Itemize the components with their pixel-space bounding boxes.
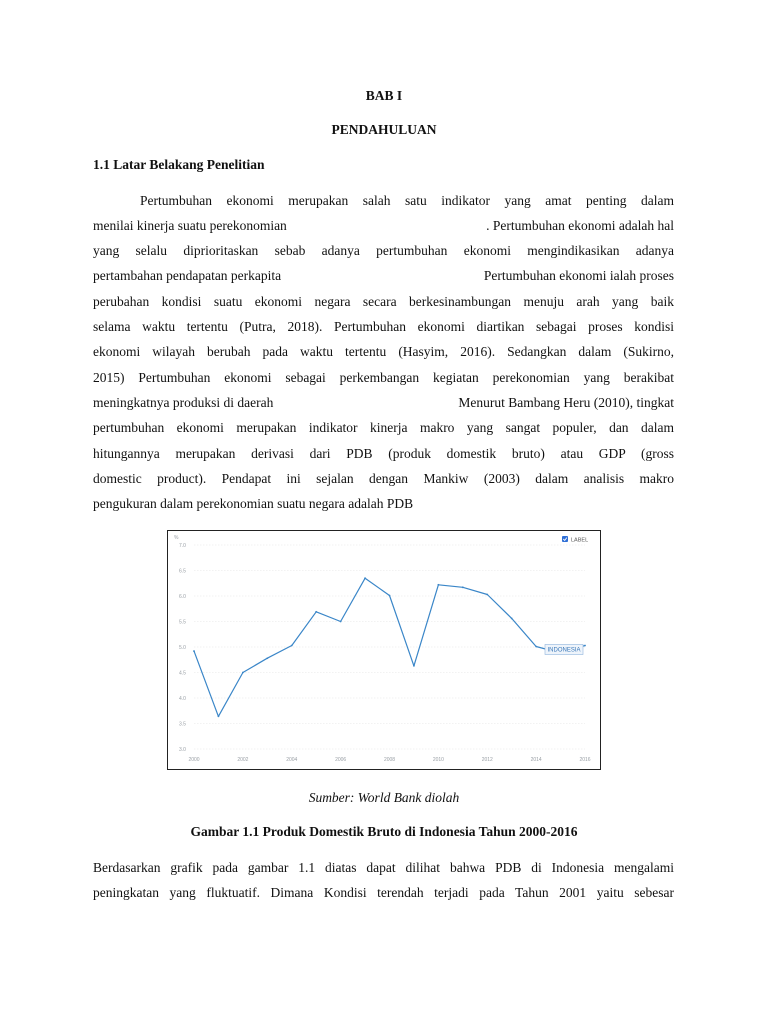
y-tick-label: 3.0 <box>179 747 186 753</box>
y-tick-label: 7.0 <box>179 543 186 549</box>
paragraph-line <box>93 395 674 411</box>
y-tick-label: 5.0 <box>179 645 186 651</box>
paragraph-segment: menilai kinerja suatu perekonomian <box>93 218 287 233</box>
x-tick-label: 2016 <box>579 757 591 763</box>
paragraph-segment: pertambahan pendapatan perkapita <box>93 268 282 283</box>
paragraph-line: hitungannya merupakan derivasi dari PDB (produk domestik bruto) atau GDP (gross <box>93 446 674 461</box>
paragraph-segment: meningkatnya produksi di daerah <box>93 395 274 410</box>
paragraph-segment: Pertumbuhan ekonomi ialah proses <box>483 268 674 283</box>
x-tick-label: 2006 <box>335 757 347 763</box>
y-axis-label: % <box>174 535 179 541</box>
data-point <box>218 715 220 717</box>
x-tick-label: 2004 <box>286 757 298 763</box>
y-tick-label: 6.5 <box>179 568 186 575</box>
x-tick-label: 2014 <box>530 757 542 763</box>
tooltip-label: INDONESIA <box>547 647 581 654</box>
x-tick-label: 2008 <box>383 757 396 763</box>
chapter-heading: BAB I <box>365 88 403 103</box>
paragraph-segment: Menurut Bambang Heru (2010), tingkat <box>458 395 674 410</box>
y-tick-label: 4.5 <box>179 670 186 677</box>
x-tick-label: 2010 <box>432 757 444 763</box>
data-point <box>535 646 537 648</box>
legend-label: LABEL <box>571 537 589 544</box>
figure-caption: Gambar 1.1 Produk Domestik Bruto di Indonesia Tahun 2000-2016 <box>190 824 578 839</box>
y-tick-label: 5.5 <box>179 619 186 626</box>
chapter-title: PENDAHULUAN <box>331 122 437 137</box>
legend-checkbox-icon <box>562 536 568 542</box>
x-tick-label: 2002 <box>237 757 249 763</box>
paragraph-segment: . Pertumbuhan ekonomi adalah hal <box>486 218 674 233</box>
data-point <box>364 577 366 579</box>
data-point <box>462 586 464 588</box>
data-point <box>242 672 244 674</box>
paragraph-line: pertumbuhan ekonomi merupakan indikator kinerja makro yang sangat populer, dan dalam <box>93 420 674 435</box>
data-point <box>266 657 268 659</box>
gdp-chart-svg <box>168 531 599 768</box>
paragraph-line: perubahan kondisi suatu ekonomi negara secara berkesinambungan menuju arah yang baik <box>93 294 674 309</box>
data-point <box>511 618 513 620</box>
paragraph-line: ekonomi wilayah berubah pada waktu tertentu (Hasyim, 2016). Sedangkan dalam (Sukirno, <box>93 344 674 359</box>
series-line-indonesia <box>194 578 585 716</box>
data-point <box>486 594 488 596</box>
gdp-chart <box>167 530 601 770</box>
data-point <box>413 665 415 667</box>
data-point <box>340 621 342 623</box>
x-tick-label: 2012 <box>481 757 493 763</box>
data-point <box>291 645 293 647</box>
paragraph-line <box>93 218 674 234</box>
paragraph-line: domestic product). Pendapat ini sejalan dengan Mankiw (2003) dalam analisis makro <box>93 471 674 486</box>
data-point <box>315 611 317 613</box>
paragraph-line: Berdasarkan grafik pada gambar 1.1 diatas dapat dilihat bahwa PDB di Indonesia mengalami <box>93 860 674 875</box>
data-point <box>437 584 439 586</box>
data-point <box>389 595 391 597</box>
paragraph-line: peningkatan yang fluktuatif. Dimana Kondisi terendah terjadi pada Tahun 2001 yaitu sebesar <box>93 885 674 900</box>
figure-source: Sumber: World Bank diolah <box>308 790 460 805</box>
y-tick-label: 4.0 <box>179 696 186 702</box>
paragraph-line: yang selalu diprioritaskan sebab adanya pertumbuhan ekonomi mengindikasikan adanya <box>93 243 674 258</box>
y-tick-label: 3.5 <box>179 721 186 728</box>
x-tick-label: 2000 <box>188 757 200 763</box>
paragraph-line <box>93 268 674 284</box>
data-point <box>584 645 586 647</box>
section-heading: 1.1 Latar Belakang Penelitian <box>93 157 265 172</box>
paragraph-line: 2015) Pertumbuhan ekonomi sebagai perkembangan kegiatan perekonomian yang berakibat <box>93 370 674 385</box>
paragraph-line: pengukuran dalam perekonomian suatu negara adalah PDB <box>93 496 414 511</box>
paragraph-line: selama waktu tertentu (Putra, 2018). Pertumbuhan ekonomi diartikan sebagai proses kondisi <box>93 319 674 334</box>
paragraph-line: Pertumbuhan ekonomi merupakan salah satu indikator yang amat penting dalam <box>140 193 674 208</box>
data-point <box>193 650 195 652</box>
y-tick-label: 6.0 <box>179 594 186 600</box>
